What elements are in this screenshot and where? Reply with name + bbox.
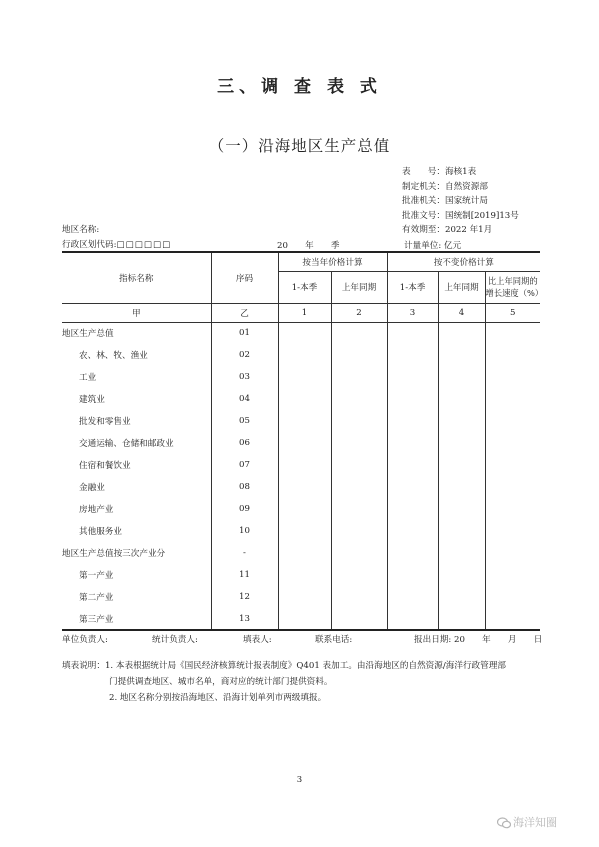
phone-label: 联系电话: xyxy=(315,635,353,645)
seq-code: 04 xyxy=(211,388,278,410)
watermark xyxy=(497,814,557,830)
value-cell[interactable] xyxy=(278,586,331,608)
value-cell[interactable] xyxy=(331,542,387,564)
value-cell[interactable] xyxy=(331,410,387,432)
value-cell[interactable] xyxy=(485,586,540,608)
table-row xyxy=(62,454,540,476)
table-row xyxy=(62,564,540,586)
value-cell[interactable] xyxy=(438,520,485,542)
table-row xyxy=(62,410,540,432)
indicator-name: 建筑业 xyxy=(62,388,211,410)
seq-code: 08 xyxy=(211,476,278,498)
seq-code: 01 xyxy=(211,322,278,344)
indicator-name: 第一产业 xyxy=(62,564,211,586)
table-row xyxy=(62,322,540,344)
indicator-name: 房地产业 xyxy=(62,498,211,520)
indicator-name: 住宿和餐饮业 xyxy=(62,454,211,476)
value-cell[interactable] xyxy=(485,432,540,454)
admin-code-boxes[interactable]: □□□□□□ xyxy=(116,240,172,250)
meta-value: 国统制[2019]13号 xyxy=(444,210,519,221)
unit-label: 计量单位: 亿元 xyxy=(404,241,462,251)
value-cell[interactable] xyxy=(438,454,485,476)
value-cell[interactable] xyxy=(438,410,485,432)
table-meta-block xyxy=(402,165,519,238)
table-row xyxy=(62,366,540,388)
table-row xyxy=(62,608,540,630)
indicator-name: 第三产业 xyxy=(62,608,211,630)
header-current-price: 按当年价格计算 xyxy=(278,252,387,271)
indicator-name: 工业 xyxy=(62,366,211,388)
value-cell[interactable] xyxy=(331,586,387,608)
value-cell[interactable] xyxy=(485,322,540,344)
value-cell[interactable] xyxy=(387,322,438,344)
meta-key: 批准机关： xyxy=(402,196,445,206)
value-cell[interactable] xyxy=(438,476,485,498)
seq-code: 02 xyxy=(211,344,278,366)
gdp-table xyxy=(62,251,544,631)
value-cell[interactable] xyxy=(485,608,540,630)
letter-cell: 乙 xyxy=(211,303,278,322)
watermark-text: 海洋知圈 xyxy=(513,816,557,829)
value-cell[interactable] xyxy=(438,366,485,388)
value-cell[interactable] xyxy=(278,476,331,498)
indicator-name: 地区生产总值 xyxy=(62,322,211,344)
meta-value: 国家统计局 xyxy=(444,196,488,206)
seq-code: 03 xyxy=(211,366,278,388)
page-number: 3 xyxy=(296,775,303,785)
meta-value: 自然资源部 xyxy=(444,181,488,192)
stat-head-label: 统计负责人: xyxy=(152,635,198,645)
value-cell[interactable] xyxy=(387,542,438,564)
value-cell[interactable] xyxy=(278,388,331,410)
table-row xyxy=(62,542,540,564)
value-cell[interactable] xyxy=(278,432,331,454)
value-cell[interactable] xyxy=(278,498,331,520)
meta-row xyxy=(402,223,519,238)
letter-cell: 2 xyxy=(331,303,387,322)
value-cell[interactable] xyxy=(438,564,485,586)
note-line: 2. 地区名称分别按沿海地区、沿海计划单列市两级填报。 xyxy=(109,693,327,703)
value-cell[interactable] xyxy=(485,498,540,520)
table-row xyxy=(62,344,540,366)
header-constant-same: 上年同期 xyxy=(438,271,485,303)
seq-code: - xyxy=(211,542,278,564)
column-letter-row xyxy=(62,303,540,322)
value-cell[interactable] xyxy=(278,564,331,586)
table-row xyxy=(62,520,540,542)
meta-value: 2022 年1月 xyxy=(444,225,493,235)
table-row xyxy=(62,586,540,608)
seq-code: 09 xyxy=(211,498,278,520)
admin-code-label: 行政区划代码: xyxy=(62,240,117,250)
value-cell[interactable] xyxy=(387,564,438,586)
value-cell[interactable] xyxy=(387,410,438,432)
report-date-label: 报出日期: 20 年 月 日 xyxy=(414,635,543,645)
meta-row xyxy=(402,209,519,224)
value-cell[interactable] xyxy=(278,520,331,542)
meta-key: 表 号： xyxy=(402,167,445,177)
header-current-q: 1-本季 xyxy=(278,271,331,303)
header-growth: 比上年同期的增长速度（%） xyxy=(485,271,540,303)
seq-code: 05 xyxy=(211,410,278,432)
indicator-name: 其他服务业 xyxy=(62,520,211,542)
report-period: 20 年 季 xyxy=(277,241,340,251)
value-cell[interactable] xyxy=(438,344,485,366)
value-cell[interactable] xyxy=(331,608,387,630)
value-cell[interactable] xyxy=(438,388,485,410)
value-cell[interactable] xyxy=(278,454,331,476)
indicator-name: 地区生产总值按三次产业分 xyxy=(62,542,211,564)
fill-instructions xyxy=(62,658,542,706)
seq-code: 13 xyxy=(211,608,278,630)
seq-code: 06 xyxy=(211,432,278,454)
indicator-name: 金融业 xyxy=(62,476,211,498)
meta-key: 批准文号： xyxy=(402,210,445,221)
value-cell[interactable] xyxy=(438,432,485,454)
header-indicator: 指标名称 xyxy=(62,252,211,303)
value-cell[interactable] xyxy=(387,498,438,520)
value-cell[interactable] xyxy=(331,388,387,410)
value-cell[interactable] xyxy=(331,454,387,476)
value-cell[interactable] xyxy=(387,388,438,410)
table-title: （一）沿海地区生产总值 xyxy=(208,137,391,155)
seq-code: 10 xyxy=(211,520,278,542)
value-cell[interactable] xyxy=(278,322,331,344)
value-cell[interactable] xyxy=(387,454,438,476)
admin-code-row xyxy=(62,238,171,250)
indicator-name: 批发和零售业 xyxy=(62,410,211,432)
value-cell[interactable] xyxy=(278,366,331,388)
value-cell[interactable] xyxy=(485,388,540,410)
letter-cell: 5 xyxy=(485,303,540,322)
value-cell[interactable] xyxy=(278,542,331,564)
value-cell[interactable] xyxy=(331,476,387,498)
unit-head-label: 单位负责人: xyxy=(62,635,108,645)
value-cell[interactable] xyxy=(331,344,387,366)
seq-code: 12 xyxy=(211,586,278,608)
value-cell[interactable] xyxy=(485,454,540,476)
header-seq: 序码 xyxy=(211,252,278,303)
indicator-name: 第二产业 xyxy=(62,586,211,608)
table-row xyxy=(62,432,540,454)
value-cell[interactable] xyxy=(331,520,387,542)
meta-value: 海核1表 xyxy=(444,167,477,177)
value-cell[interactable] xyxy=(438,608,485,630)
filler-label: 填表人: xyxy=(243,635,272,645)
header-constant-q: 1-本季 xyxy=(387,271,438,303)
letter-cell: 3 xyxy=(387,303,438,322)
meta-key: 有效期至： xyxy=(402,225,445,235)
value-cell[interactable] xyxy=(485,564,540,586)
value-cell[interactable] xyxy=(485,366,540,388)
value-cell[interactable] xyxy=(331,498,387,520)
value-cell[interactable] xyxy=(387,586,438,608)
value-cell[interactable] xyxy=(387,366,438,388)
section-title: 三、调 查 表 式 xyxy=(217,77,382,97)
note-line: 填表说明：1. 本表根据统计局《国民经济核算统计报表制度》Q401 表加工。由沿海地区的自然资源/海洋行政管理部 xyxy=(62,661,506,671)
seq-code: 07 xyxy=(211,454,278,476)
note-line: 门提供调查地区、城市名单，商对应的统计部门提供资料。 xyxy=(109,677,333,687)
value-cell[interactable] xyxy=(485,542,540,564)
value-cell[interactable] xyxy=(278,344,331,366)
value-cell[interactable] xyxy=(438,322,485,344)
value-cell[interactable] xyxy=(387,344,438,366)
seq-code: 11 xyxy=(211,564,278,586)
value-cell[interactable] xyxy=(485,476,540,498)
meta-row xyxy=(402,180,519,195)
value-cell[interactable] xyxy=(331,366,387,388)
value-cell[interactable] xyxy=(387,520,438,542)
value-cell[interactable] xyxy=(278,410,331,432)
meta-key: 制定机关： xyxy=(402,181,445,192)
letter-cell: 4 xyxy=(438,303,485,322)
value-cell[interactable] xyxy=(438,498,485,520)
header-constant-price: 按不变价格计算 xyxy=(387,252,540,271)
value-cell[interactable] xyxy=(485,410,540,432)
value-cell[interactable] xyxy=(331,564,387,586)
region-name-label: 地区名称: xyxy=(62,225,100,235)
value-cell[interactable] xyxy=(438,542,485,564)
value-cell[interactable] xyxy=(438,586,485,608)
header-current-same: 上年同期 xyxy=(331,271,387,303)
wechat-icon xyxy=(497,817,510,828)
value-cell[interactable] xyxy=(387,608,438,630)
value-cell[interactable] xyxy=(331,322,387,344)
meta-row xyxy=(402,165,519,180)
letter-cell: 1 xyxy=(278,303,331,322)
meta-row xyxy=(402,194,519,209)
letter-cell: 甲 xyxy=(62,303,211,322)
value-cell[interactable] xyxy=(331,432,387,454)
indicator-name: 交通运输、仓储和邮政业 xyxy=(62,432,211,454)
value-cell[interactable] xyxy=(278,608,331,630)
table-row xyxy=(62,388,540,410)
value-cell[interactable] xyxy=(387,476,438,498)
value-cell[interactable] xyxy=(485,520,540,542)
value-cell[interactable] xyxy=(387,432,438,454)
table-row xyxy=(62,498,540,520)
value-cell[interactable] xyxy=(485,344,540,366)
table-row xyxy=(62,476,540,498)
indicator-name: 农、林、牧、渔业 xyxy=(62,344,211,366)
